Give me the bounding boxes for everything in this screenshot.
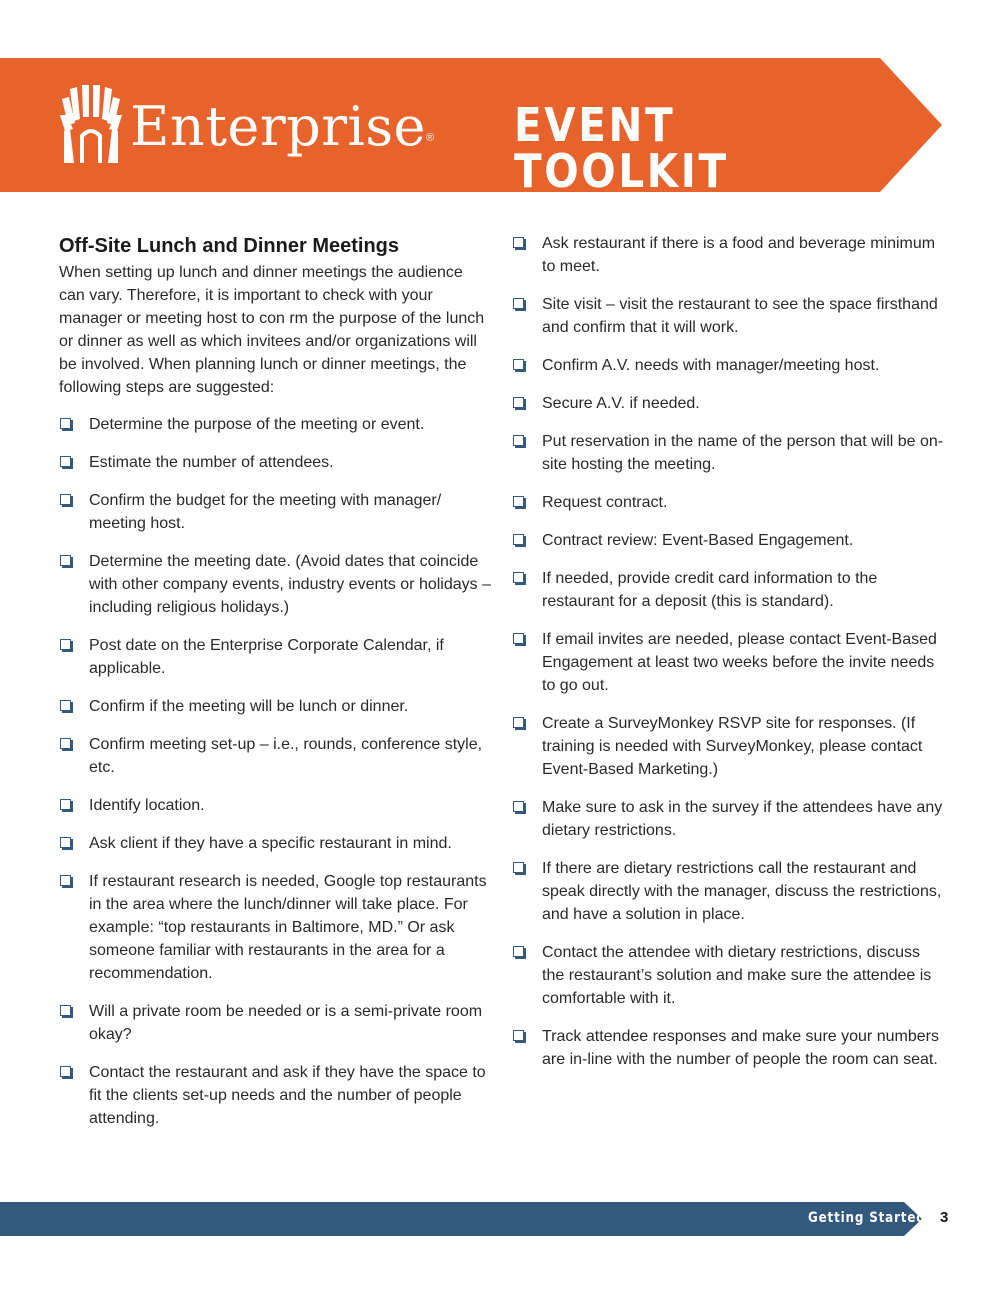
checkbox-icon (513, 801, 524, 812)
checkbox-icon (513, 237, 524, 248)
checklist-item (59, 413, 491, 436)
checkbox-icon (513, 534, 524, 545)
checklist-item (59, 550, 491, 619)
checkbox-icon (60, 418, 71, 429)
checklist-item-text: Make sure to ask in the survey if the attendees have any dietary restrictions. (542, 799, 943, 839)
checkbox-icon (60, 555, 71, 566)
checklist-item-text: Create a SurveyMonkey RSVP site for responses. (If training is needed with SurveyMonkey, please contact Event-Based Marketing.) (542, 715, 923, 778)
checklist-item-text: Confirm A.V. needs with manager/meeting host. (542, 357, 880, 374)
checklist-item (512, 392, 944, 415)
checkbox-icon (513, 633, 524, 644)
checklist-item (512, 430, 944, 476)
checklist-item (512, 293, 944, 339)
checklist-item (512, 1025, 944, 1071)
right-column (512, 232, 944, 1086)
checklist-item (59, 634, 491, 680)
checkbox-icon (513, 862, 524, 873)
checklist-item (512, 628, 944, 697)
checklist-item-text: Confirm meeting set-up – i.e., rounds, conference style, etc. (89, 736, 483, 776)
checkbox-icon (513, 435, 524, 446)
footer-bar (0, 1202, 1000, 1236)
checklist-item-text: If email invites are needed, please contact Event-Based Engagement at least two weeks before the invite needs to go out. (542, 631, 937, 694)
checklist-item (59, 489, 491, 535)
checklist-item-text: Put reservation in the name of the person that will be on-site hosting the meeting. (542, 433, 944, 473)
checklist-item-text: Ask restaurant if there is a food and beverage minimum to meet. (542, 235, 936, 275)
checklist-item (59, 794, 491, 817)
checkbox-icon (513, 298, 524, 309)
checklist-item-text: If there are dietary restrictions call the restaurant and speak directly with the manager, discuss the restrictions, and have a solution in place. (542, 860, 942, 923)
checklist-item-text: Determine the meeting date. (Avoid dates that coincide with other company events, industry events or holidays – including religious holidays.) (89, 553, 491, 616)
checklist-item (59, 832, 491, 855)
checklist-item (59, 1061, 491, 1130)
checklist-item-text: Identify location. (89, 797, 205, 814)
checklist-item-text: Contact the attendee with dietary restrictions, discuss the restaurant’s solution and make sure the attendee is comfortable with it. (542, 944, 932, 1007)
checklist-item-text: Request contract. (542, 494, 668, 511)
checklist-item (59, 451, 491, 474)
page-number: 3 (940, 1209, 949, 1226)
checklist-item (512, 796, 944, 842)
checkbox-icon (513, 572, 524, 583)
checkbox-icon (513, 1030, 524, 1041)
checklist-item-text: Confirm the budget for the meeting with manager/ meeting host. (89, 492, 442, 532)
checkbox-icon (60, 1005, 71, 1016)
checklist-item (512, 857, 944, 926)
checkbox-icon (513, 359, 524, 370)
checkbox-icon (60, 1066, 71, 1077)
checklist-item-text: Site visit – visit the restaurant to see the space firsthand and confirm that it will work. (542, 296, 938, 336)
checklist-item (59, 733, 491, 779)
checkbox-icon (513, 397, 524, 408)
checklist-item-text: Ask client if they have a specific restaurant in mind. (89, 835, 452, 852)
checklist-left (59, 413, 491, 1130)
checkbox-icon (60, 738, 71, 749)
left-column (59, 234, 491, 1145)
intro-paragraph: When setting up lunch and dinner meetings the audience can vary. Therefore, it is important to check with your manager or meeting host to con rm the purpose of the lunch or dinner as well as which invitees and/or organizations will be involved. When planning lunch or dinner meetings, the following steps are suggested: (59, 264, 485, 396)
checkbox-icon (60, 494, 71, 505)
checklist-item (512, 567, 944, 613)
checklist-item-text: Will a private room be needed or is a semi-private room okay? (89, 1003, 483, 1043)
checkbox-icon (60, 837, 71, 848)
checklist-item (512, 529, 944, 552)
checkbox-icon (60, 799, 71, 810)
checklist-right (512, 232, 944, 1071)
checklist-item (59, 1000, 491, 1046)
checkbox-icon (60, 875, 71, 886)
checklist-item (59, 695, 491, 718)
checkbox-icon (60, 700, 71, 711)
checklist-item-text: Confirm if the meeting will be lunch or dinner. (89, 698, 409, 715)
sunburst-logo-icon (58, 85, 124, 163)
checklist-item-text: If restaurant research is needed, Google top restaurants in the area where the lunch/dinner will take place. For example: “top restaurants in Baltimore, MD.” Or ask someone familiar with restaurants in the area for a recommendation. (89, 873, 487, 982)
checklist-item (512, 354, 944, 377)
checkbox-icon (513, 946, 524, 957)
checklist-item (512, 232, 944, 278)
header-banner (0, 58, 942, 198)
brand-name: Enterprise (130, 95, 426, 158)
checkbox-icon (60, 456, 71, 467)
checklist-item (59, 870, 491, 985)
checkbox-icon (60, 639, 71, 650)
section-heading: Off-Site Lunch and Dinner Meetings (59, 235, 400, 257)
checkbox-icon (513, 717, 524, 728)
page-title: EVENT TOOLKIT (514, 98, 729, 198)
checklist-item-text: Determine the purpose of the meeting or event. (89, 416, 425, 433)
registered-mark: ® (426, 132, 435, 144)
checklist-item (512, 941, 944, 1010)
checklist-item-text: Estimate the number of attendees. (89, 454, 334, 471)
checklist-item-text: Post date on the Enterprise Corporate Calendar, if applicable. (89, 637, 444, 677)
checklist-item-text: Secure A.V. if needed. (542, 395, 700, 412)
checklist-item-text: Track attendee responses and make sure your numbers are in-line with the number of people the room can seat. (542, 1028, 939, 1068)
checklist-item (512, 491, 944, 514)
checklist-item-text: Contact the restaurant and ask if they have the space to fit the clients set-up needs and the number of people attending. (89, 1064, 486, 1127)
footer-section-label: Getting Started (808, 1210, 926, 1226)
checklist-item (512, 712, 944, 781)
checklist-item-text: Contract review: Event-Based Engagement. (542, 532, 854, 549)
checkbox-icon (513, 496, 524, 507)
enterprise-logo (58, 76, 434, 172)
checklist-item-text: If needed, provide credit card information to the restaurant for a deposit (this is standard). (542, 570, 878, 610)
